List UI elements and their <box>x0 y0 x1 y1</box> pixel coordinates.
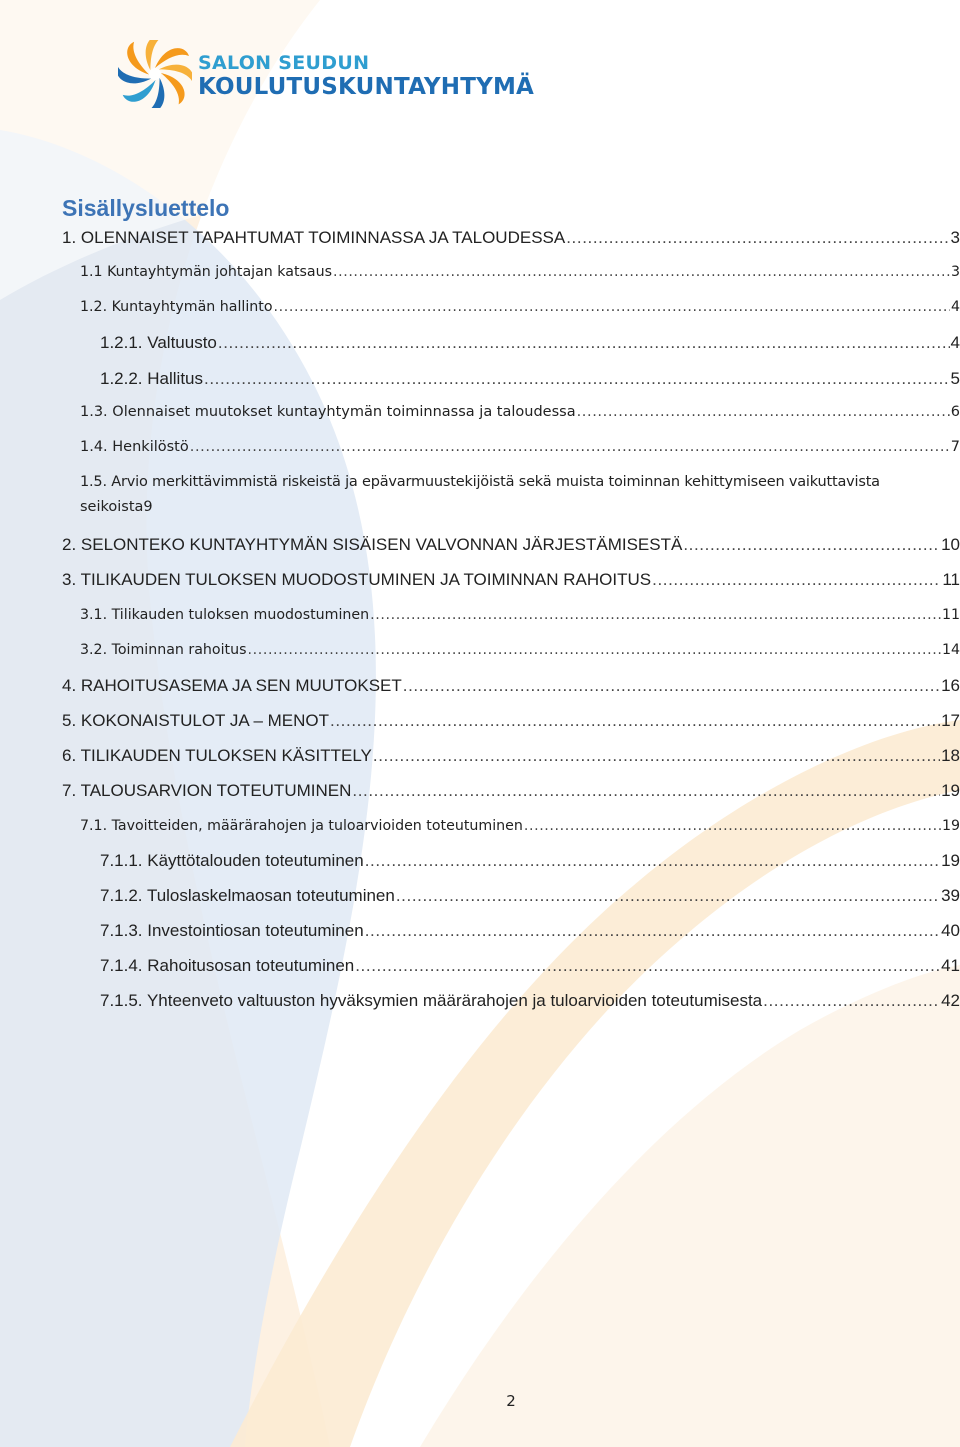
toc-entry-label: 1.4. Henkilöstö <box>80 439 189 455</box>
toc-entry[interactable] <box>80 474 960 515</box>
toc-entry-page: 10 <box>941 535 960 554</box>
toc-entry-label: 7.1.3. Investointiosan toteutuminen <box>100 921 364 940</box>
toc-entry-page: 9 <box>143 499 153 515</box>
toc-entry-continuation <box>80 499 960 515</box>
toc-entry-label: 7. TALOUSARVION TOTEUTUMINEN <box>62 781 352 800</box>
toc-entry-page: 19 <box>941 781 960 800</box>
toc-entry[interactable] <box>80 607 960 623</box>
toc-entry-label: 1.2.1. Valtuusto <box>100 333 217 352</box>
toc-leader <box>333 264 950 280</box>
toc-entry-page: 17 <box>941 711 960 730</box>
toc-entry-page: 19 <box>941 818 960 834</box>
toc-leader <box>352 781 940 801</box>
toc-entry-page: 40 <box>941 921 960 940</box>
toc-leader <box>652 570 941 590</box>
toc-entry-label: 1.2. Kuntayhtymän hallinto <box>80 299 273 315</box>
logo-text-line1: SALON SEUDUN <box>198 52 370 74</box>
toc-entry-page: 4 <box>950 333 960 352</box>
toc-entry[interactable] <box>80 642 960 658</box>
toc-leader <box>577 404 950 420</box>
toc-entry-page: 14 <box>941 642 960 658</box>
toc-entry-label: 3.2. Toiminnan rahoitus <box>80 642 247 658</box>
toc-entry-page: 3 <box>950 228 960 247</box>
toc-entry[interactable] <box>62 676 960 696</box>
toc-entry[interactable] <box>100 851 960 871</box>
toc-entry-page: 39 <box>941 886 960 905</box>
toc-entry-page: 4 <box>950 299 960 315</box>
toc-entry[interactable] <box>80 439 960 455</box>
toc-leader <box>330 711 940 731</box>
toc-leader <box>190 439 950 455</box>
toc-entry-label: 1. OLENNAISET TAPAHTUMAT TOIMINNASSA JA TALOUDESSA <box>62 228 566 247</box>
toc-entry-label: 4. RAHOITUSASEMA JA SEN MUUTOKSET <box>62 676 402 695</box>
toc-entry[interactable] <box>62 535 960 555</box>
toc-entry[interactable] <box>100 956 960 976</box>
toc-entry-label: 1.1 Kuntayhtymän johtajan katsaus <box>80 264 332 280</box>
toc-entry-label: 6. TILIKAUDEN TULOKSEN KÄSITTELY <box>62 746 372 765</box>
toc-leader <box>683 535 940 555</box>
toc-leader <box>763 991 940 1011</box>
toc-entry[interactable] <box>100 333 960 353</box>
toc-entry-page: 16 <box>941 676 960 695</box>
toc-leader <box>218 333 950 353</box>
toc-leader <box>370 607 941 623</box>
toc-leader <box>365 851 940 871</box>
toc-entry-page: 6 <box>950 404 960 420</box>
toc-leader <box>355 956 940 976</box>
logo-text-line2: KOULUTUSKUNTAYHTYMÄ <box>198 74 535 100</box>
toc-leader <box>524 818 941 834</box>
toc-entry[interactable] <box>62 746 960 766</box>
toc-entry-label: 7.1. Tavoitteiden, määrärahojen ja tuloarvioiden toteutuminen <box>80 818 523 834</box>
toc-entry-page: 11 <box>941 607 960 623</box>
organization-logo <box>118 40 598 110</box>
toc-leader <box>274 299 950 315</box>
toc-leader <box>248 642 941 658</box>
toc-entry[interactable] <box>80 818 960 834</box>
toc-entry[interactable] <box>62 228 960 248</box>
toc-entry-label-continued: seikoista <box>80 499 144 515</box>
toc-entry[interactable] <box>100 369 960 389</box>
toc-entry[interactable] <box>62 711 960 731</box>
toc-entry-page: 5 <box>950 369 960 388</box>
toc-entry-page: 11 <box>942 570 960 589</box>
toc-entry[interactable] <box>62 570 960 590</box>
toc-leader <box>403 676 940 696</box>
toc-entry-label: 1.3. Olennaiset muutokset kuntayhtymän toiminnassa ja taloudessa <box>80 404 576 420</box>
toc-entry[interactable] <box>80 264 960 280</box>
toc-entry-label: 7.1.4. Rahoitusosan toteutuminen <box>100 956 355 975</box>
toc-entry-page: 7 <box>950 439 960 455</box>
toc-leader <box>566 228 949 248</box>
toc-title: Sisällysluettelo <box>62 195 230 221</box>
toc-entry[interactable] <box>80 299 960 315</box>
toc-entry-page: 41 <box>941 956 960 975</box>
toc-entry-page: 42 <box>941 991 960 1010</box>
toc-entry-page: 3 <box>950 264 960 280</box>
toc-entry[interactable] <box>100 991 960 1011</box>
toc-entry-label: 7.1.2. Tuloslaskelmaosan toteutuminen <box>100 886 395 905</box>
toc-entry[interactable] <box>62 781 960 801</box>
page-number: 2 <box>506 1392 516 1410</box>
toc-entry-page: 18 <box>941 746 960 765</box>
sun-swirl-logo-icon <box>118 40 192 108</box>
toc-leader <box>204 369 950 389</box>
toc-entry-label: 3. TILIKAUDEN TULOKSEN MUODOSTUMINEN JA TOIMINNAN RAHOITUS <box>62 570 652 589</box>
toc-entry-page: 19 <box>941 851 960 870</box>
toc-leader <box>373 746 940 766</box>
toc-leader <box>365 921 940 941</box>
toc-entry-label: 7.1.1. Käyttötalouden toteutuminen <box>100 851 364 870</box>
toc-leader <box>396 886 940 906</box>
toc-entry[interactable] <box>80 404 960 420</box>
toc-entry-label: 5. KOKONAISTULOT JA – MENOT <box>62 711 330 730</box>
toc-entry[interactable] <box>100 921 960 941</box>
toc-entry-label: 2. SELONTEKO KUNTAYHTYMÄN SISÄISEN VALVONNAN JÄRJESTÄMISESTÄ <box>62 535 683 554</box>
toc-entry[interactable] <box>100 886 960 906</box>
toc-entry-label: 1.2.2. Hallitus <box>100 369 203 388</box>
toc-entry-label: 3.1. Tilikauden tuloksen muodostuminen <box>80 607 370 623</box>
toc-entry-label: 1.5. Arvio merkittävimmistä riskeistä ja epävarmuustekijöistä sekä muista toiminnan kehittymiseen vaikuttavista <box>80 474 880 490</box>
toc-entry-label: 7.1.5. Yhteenveto valtuuston hyväksymien määrärahojen ja tuloarvioiden toteutumisesta <box>100 991 763 1010</box>
